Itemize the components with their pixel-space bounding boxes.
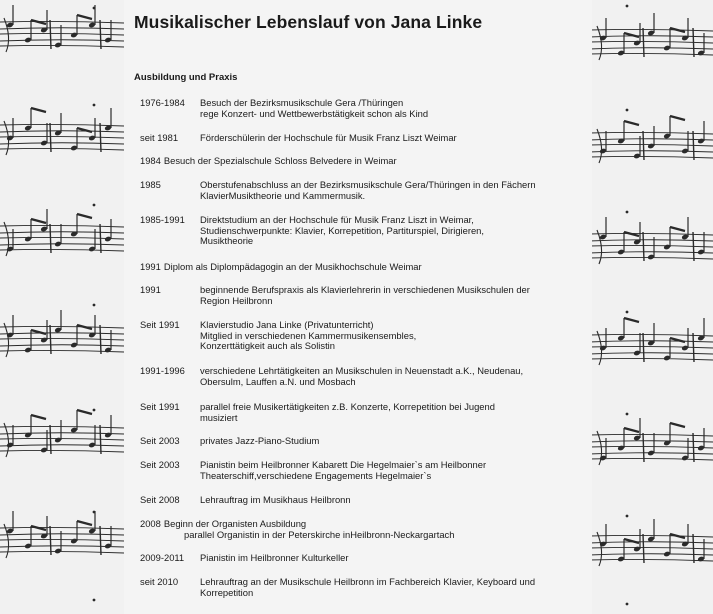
music-staff xyxy=(589,116,713,163)
ink-dot xyxy=(93,304,96,307)
cv-entry xyxy=(140,262,580,273)
entry-date: 1976-1984 xyxy=(140,97,185,108)
entry-text: Oberstufenabschluss an der Bezirksmusikschule Gera/Thüringen in den Fächern KlavierMusiktheorie und Kammermusik. xyxy=(200,179,536,201)
entry-text: Klavierstudio Jana Linke (Privatunterricht) Mitglied in verschiedenen Kammermusikensembles, Konzerttätigkeit auch als Solistin xyxy=(200,319,417,352)
entry-date: 1991 xyxy=(140,284,161,295)
ink-dot xyxy=(93,409,96,412)
section-heading: Ausbildung und Praxis xyxy=(134,72,238,83)
music-staff xyxy=(0,310,124,357)
ink-dot xyxy=(626,5,629,8)
ink-dot xyxy=(626,211,629,214)
ink-dot xyxy=(93,7,96,10)
entry-text: beginnende Berufspraxis als Klavierlehrerin in verschiedenen Musikschulen der Region Heilbronn xyxy=(200,284,530,306)
music-staff xyxy=(0,410,124,457)
ink-dot xyxy=(93,599,96,602)
ink-dot xyxy=(93,104,96,107)
entry-date: Seit 2008 xyxy=(140,494,180,505)
sheet-music-border-right xyxy=(589,0,713,614)
music-staff xyxy=(589,519,713,566)
cv-entry xyxy=(140,156,580,167)
ink-dot xyxy=(626,413,629,416)
music-staff xyxy=(589,418,713,465)
ink-dot xyxy=(93,511,96,514)
entry-text: Besuch der Bezirksmusikschule Gera /Thüringen rege Konzert- und Wettbewerbstätigkeit schon als Kind xyxy=(200,97,429,119)
entry-date: 1985-1991 xyxy=(140,214,185,225)
entry-text: privates Jazz-Piano-Studium xyxy=(200,435,320,446)
entry-date: Seit 2003 xyxy=(140,459,180,470)
music-staff xyxy=(0,108,124,155)
music-staff xyxy=(589,217,713,264)
ink-dot xyxy=(93,204,96,207)
entry-date: Seit 1991 xyxy=(140,401,180,412)
entry-date: 2008 xyxy=(140,518,161,529)
cv-document xyxy=(124,0,592,614)
entry-text: Besuch der Spezialschule Schloss Belvedere in Weimar xyxy=(163,155,397,166)
entry-date: 1985 xyxy=(140,179,161,190)
entry-date: seit 1981 xyxy=(140,132,179,143)
entry-date: 2009-2011 xyxy=(140,552,185,563)
entry-date: 1984 xyxy=(140,155,161,166)
entry-subtext: parallel Organistin in der Peterskirche inHeilbronn-Neckargartach xyxy=(184,528,455,540)
music-staff xyxy=(0,209,124,256)
ink-dot xyxy=(626,603,629,606)
entry-date: 1991-1996 xyxy=(140,365,185,376)
ink-dot xyxy=(626,109,629,112)
music-staff xyxy=(589,318,713,365)
entry-date: 1991 xyxy=(140,261,161,272)
entry-text: Diplom als Diplompädagogin an der Musikhochschule Weimar xyxy=(163,261,422,272)
entry-text: verschiedene Lehrtätigkeiten an Musikschulen in Neuenstadt a.K., Neudenau, Obersulm, Lauffen a.N. und Mosbach xyxy=(200,365,524,387)
entry-text: parallel freie Musikertätigkeiten z.B. Konzerte, Korrepetition bei Jugend musiziert xyxy=(200,401,495,423)
entry-text: Förderschülerin der Hochschule für Musik Franz Liszt Weimar xyxy=(200,132,457,143)
music-staff xyxy=(0,5,124,52)
cv-entry xyxy=(140,519,580,540)
entry-text: Beginn der Organisten Ausbildung xyxy=(163,518,307,529)
entry-text: Lehrauftrag an der Musikschule Heilbronn im Fachbereich Klavier, Keyboard und Korrepetition xyxy=(200,576,536,598)
page-title: Musikalischer Lebenslauf von Jana Linke xyxy=(134,12,483,32)
ink-dot xyxy=(626,311,629,314)
entry-text: Pianistin im Heilbronner Kulturkeller xyxy=(200,552,349,563)
music-staff xyxy=(589,13,713,60)
entry-text: Lehrauftrag im Musikhaus Heilbronn xyxy=(200,494,351,505)
sheet-music-border-left xyxy=(0,0,124,614)
ink-dot xyxy=(626,515,629,518)
entry-text: Pianistin beim Heilbronner Kabarett Die Hegelmaier`s am Heilbonner Theaterschiff,verschiedene Engagements Hegelmaier`s xyxy=(200,459,487,481)
entry-date: Seit 1991 xyxy=(140,319,180,330)
entry-date: Seit 2003 xyxy=(140,435,180,446)
entry-date: seit 2010 xyxy=(140,576,179,587)
music-staff xyxy=(0,511,124,558)
entry-text: Direktstudium an der Hochschule für Musik Franz Liszt in Weimar, Studienschwerpunkte: Klavier, Korrepetition, Partiturspiel, Dirigieren, Musiktheorie xyxy=(200,214,484,247)
